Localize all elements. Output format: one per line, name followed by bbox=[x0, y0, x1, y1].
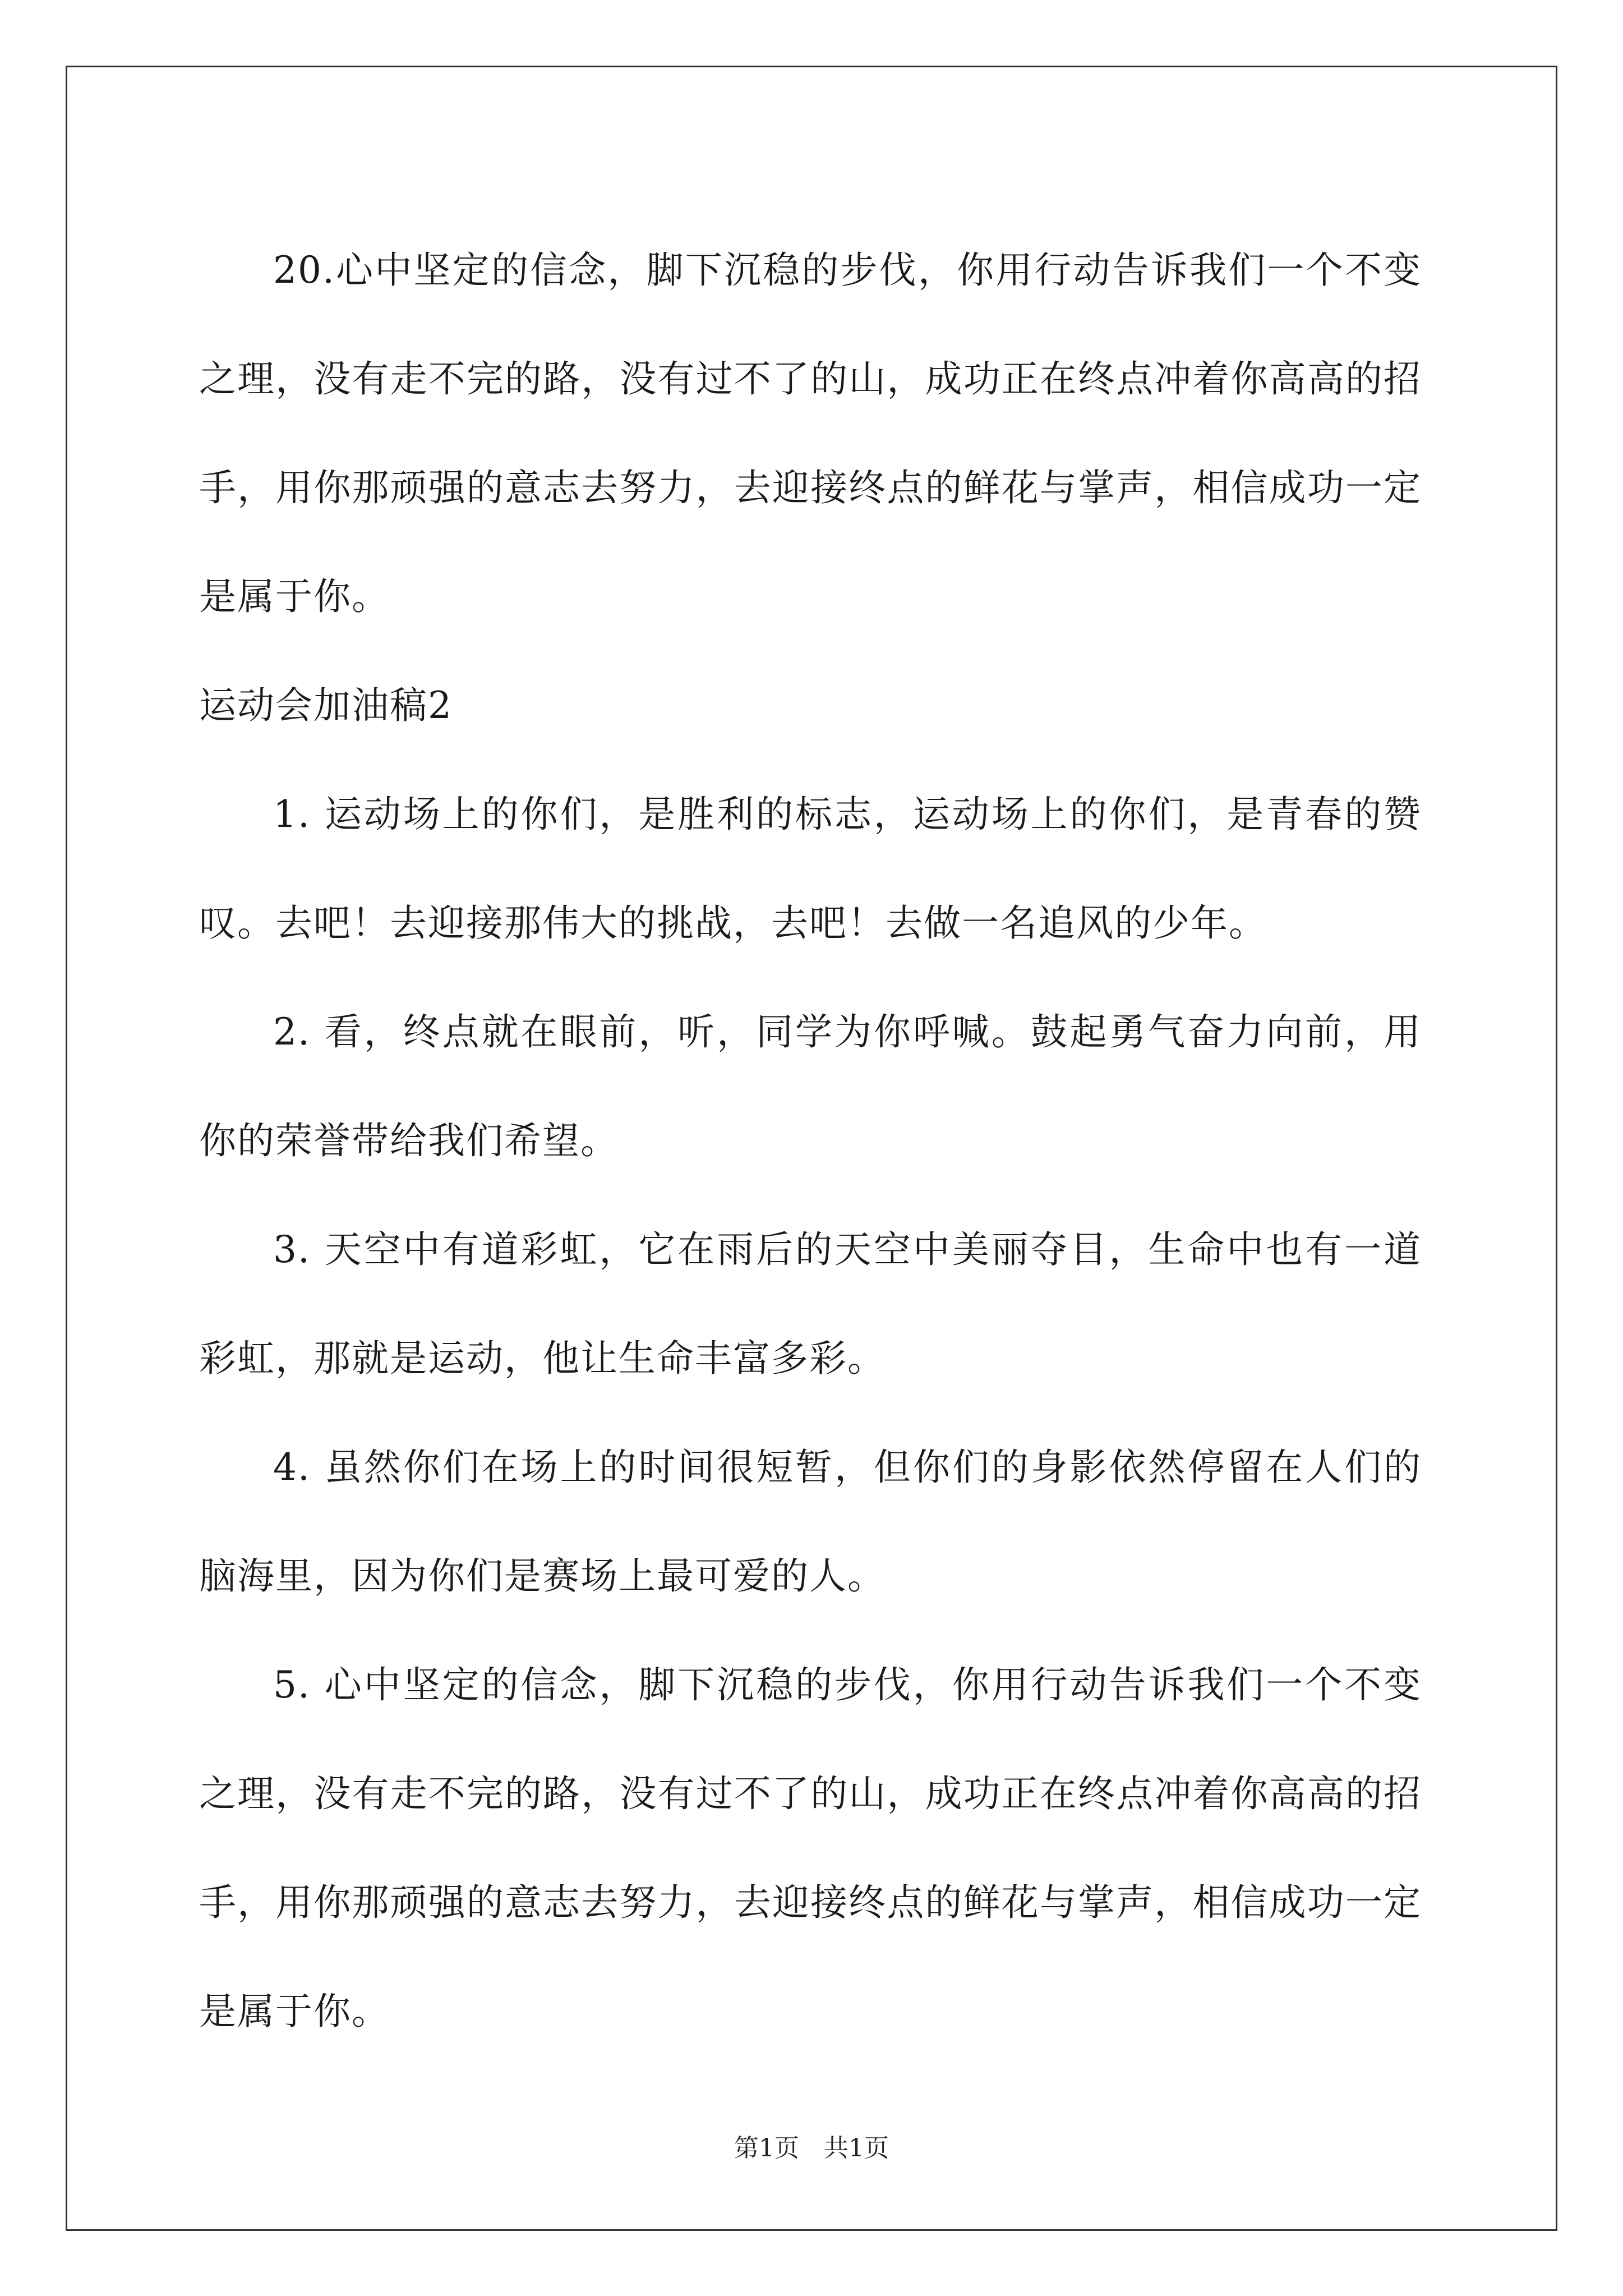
paragraph-5: 5. 心中坚定的信念，脚下沉稳的步伐，你用行动告诉我们一个不变之理，没有走不完的路，没有过不了的山，成功正在终点冲着你高高的招手，用你那顽强的意志去努力，去迎接终点的鲜花与掌声，相信成功一定是属于你。 bbox=[199, 1663, 1422, 2033]
paragraph-4: 4. 虽然你们在场上的时间很短暂，但你们的身影依然停留在人们的脑海里，因为你们是赛场上最可爱的人。 bbox=[199, 1446, 1422, 1598]
paragraph-20: 20.心中坚定的信念，脚下沉稳的步伐，你用行动告诉我们一个不变之理，没有走不完的路，没有过不了的山，成功正在终点冲着你高高的招手，用你那顽强的意志去努力，去迎接终点的鲜花与掌声，相信成功一定是属于你。 bbox=[199, 249, 1422, 618]
paragraph-3: 3. 天空中有道彩虹，它在雨后的天空中美丽夺目，生命中也有一道彩虹，那就是运动，他让生命丰富多彩。 bbox=[199, 1228, 1422, 1380]
paragraph-2: 2. 看，终点就在眼前，听，同学为你呼喊。鼓起勇气奋力向前，用你的荣誉带给我们希望。 bbox=[199, 1010, 1422, 1162]
paragraph-1: 1. 运动场上的你们，是胜利的标志，运动场上的你们，是青春的赞叹。去吧！去迎接那伟大的挑战，去吧！去做一名追风的少年。 bbox=[199, 793, 1422, 945]
document-body bbox=[199, 216, 1422, 2066]
page-number-footer: 第1页 共1页 bbox=[734, 2134, 889, 2162]
section-heading: 运动会加油稿2 bbox=[199, 684, 453, 727]
